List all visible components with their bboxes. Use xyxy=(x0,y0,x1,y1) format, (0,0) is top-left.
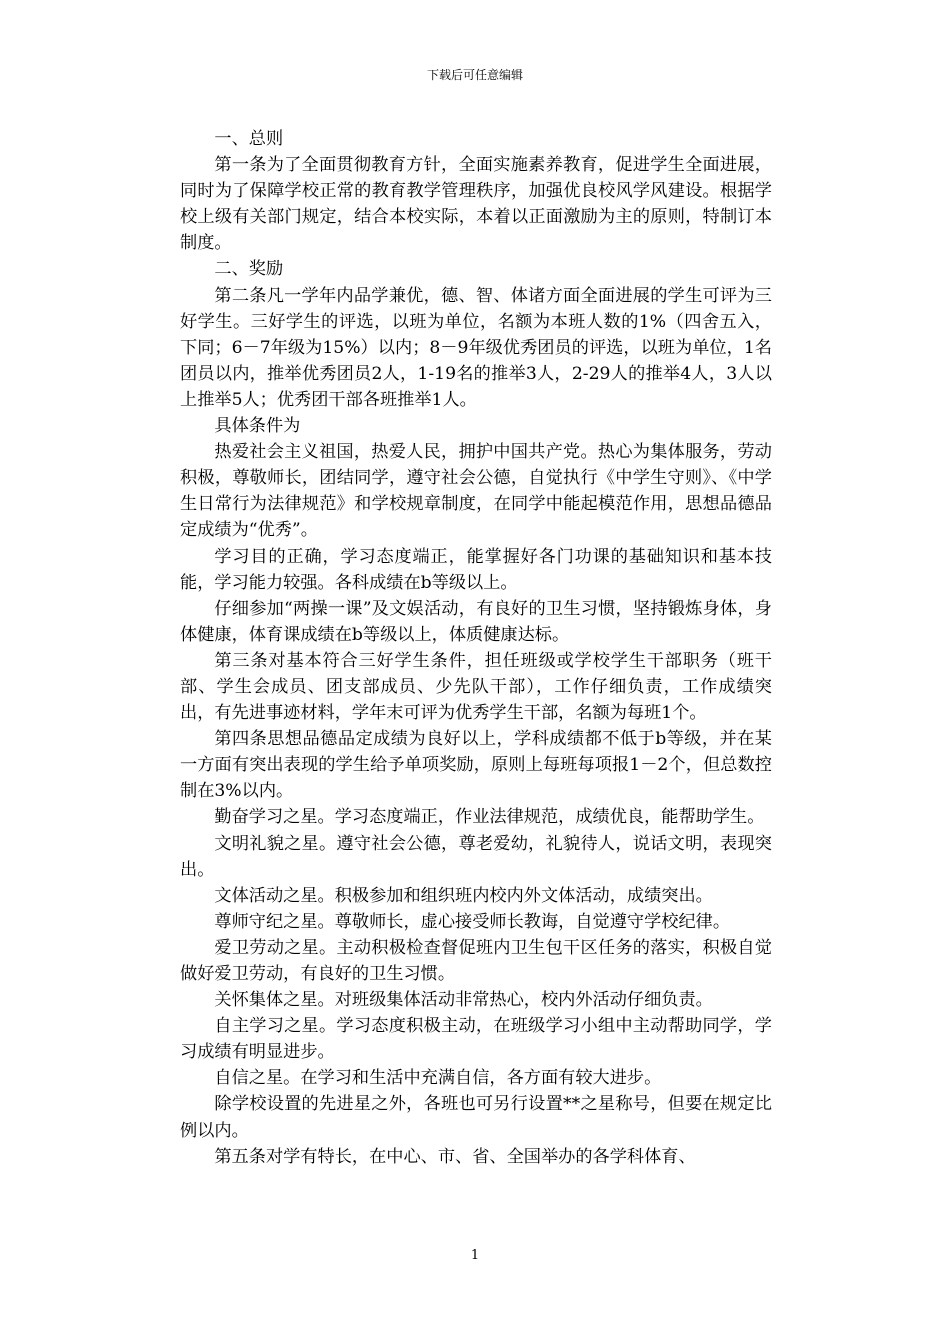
header-note: 下载后可任意编辑 xyxy=(426,68,523,82)
paragraph: 二、奖励 xyxy=(214,259,284,280)
paragraph: 学习目的正确，学习态度端正，能掌握好各门功课的基础知识和基本技能，学习能力较强。各科成绩在b等级以上。 xyxy=(180,546,772,593)
paragraph: 除学校设置的先进星之外，各班也可另行设置**之星称号，但要在规定比例以内。 xyxy=(180,1094,772,1141)
paragraph: 尊师守纪之星。尊敬师长，虚心接受师长教诲，自觉遵守学校纪律。 xyxy=(214,911,731,932)
document-body xyxy=(180,126,772,1170)
paragraph: 关怀集体之星。对班级集体活动非常热心，校内外活动仔细负责。 xyxy=(214,990,713,1011)
paragraph: 第三条对基本符合三好学生条件，担任班级或学校学生干部职务（班干部、学生会成员、团支部成员、少先队干部），工作仔细负责，工作成绩突出，有先进事迹材料，学年末可评为优秀学生干部，名额为每班1个。 xyxy=(180,650,772,724)
page-number: 1 xyxy=(470,1248,480,1263)
paragraph: 文明礼貌之星。遵守社会公德，尊老爱幼，礼貌待人，说话文明，表现突出。 xyxy=(180,833,772,880)
paragraph: 自主学习之星。学习态度积极主动，在班级学习小组中主动帮助同学，学习成绩有明显进步。 xyxy=(180,1016,772,1063)
paragraph: 第五条对学有特长，在中心、市、省、全国举办的各学科体育、 xyxy=(214,1146,696,1167)
paragraph: 勤奋学习之星。学习态度端正，作业法律规范，成绩优良，能帮助学生。 xyxy=(214,807,765,828)
paragraph: 具体条件为 xyxy=(214,416,301,437)
paragraph: 第一条为了全面贯彻教育方针，全面实施素养教育，促进学生全面进展，同时为了保障学校正常的教育教学管理秩序，加强优良校风学风建设。根据学校上级有关部门规定，结合本校实际，本着以正面激励为主的原则，特制订本制度。 xyxy=(180,155,772,254)
paragraph: 自信之星。在学习和生活中充满自信，各方面有较大进步。 xyxy=(214,1068,662,1089)
paragraph: 仔细参加“两操一课”及文娱活动，有良好的卫生习惯，坚持锻炼身体，身体健康，体育课成绩在b等级以上，体质健康达标。 xyxy=(180,598,772,645)
paragraph: 第二条凡一学年内品学兼优，德、智、体诸方面全面进展的学生可评为三好学生。三好学生的评选，以班为单位，名额为本班人数的1%（四舍五入，下同；6－7年级为15%）以内；8－9年级优秀团员的评选，以班为单位，1名团员以内，推举优秀团员2人，1-19名的推举3人，2-29人的推举4人，3人以上推举5人；优秀团干部各班推举1人。 xyxy=(180,285,772,410)
paragraph: 爱卫劳动之星。主动积极检查督促班内卫生包干区任务的落实，积极自觉做好爱卫劳动，有良好的卫生习惯。 xyxy=(180,937,772,984)
paragraph: 文体活动之星。积极参加和组织班内校内外文体活动，成绩突出。 xyxy=(214,885,713,906)
paragraph: 一、总则 xyxy=(214,129,284,149)
paragraph: 第四条思想品德品定成绩为良好以上，学科成绩都不低于b等级，并在某一方面有突出表现的学生给予单项奖励，原则上每班每项报1－2个，但总数控制在3%以内。 xyxy=(180,729,772,802)
paragraph: 热爱社会主义祖国，热爱人民，拥护中国共产党。热心为集体服务，劳动积极，尊敬师长，团结同学，遵守社会公德，自觉执行《中学生守则》、《中学生日常行为法律规范》和学校规章制度，在同学中能起模范作用，思想品德品定成绩为“优秀”。 xyxy=(180,442,772,541)
